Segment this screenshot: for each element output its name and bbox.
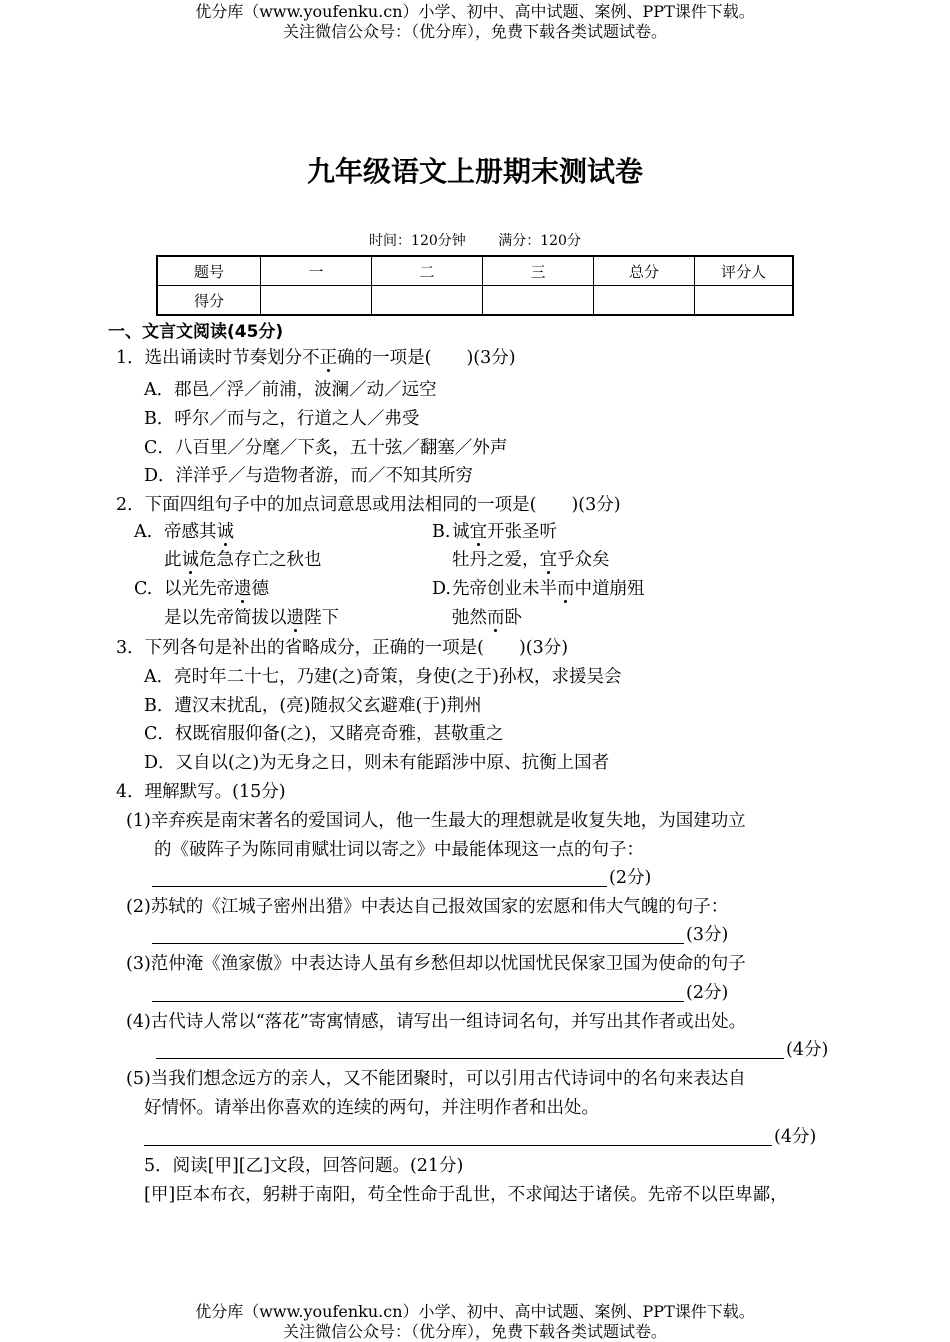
- question-1-stem: [116, 346, 516, 370]
- score-cell[interactable]: [695, 286, 794, 316]
- q2-emphasis: 而: [487, 608, 505, 628]
- q2-text: 弛然: [452, 608, 487, 628]
- q2-text: 以光先帝: [164, 579, 234, 599]
- q1-emphasis: 不正确: [302, 348, 355, 368]
- question-5-stem: 5．阅读[甲][乙]文段，回答问题。(21分): [144, 1156, 464, 1176]
- section-heading: 一、文言文阅读(45分): [108, 322, 284, 342]
- q4-part-1-line1: (1)辛弃疾是南宋著名的爱国词人，他一生最大的理想就是收复失地，为国建功立: [126, 811, 746, 831]
- q2-text: 开张圣听: [487, 522, 557, 542]
- q4-part-5-points: (4分): [774, 1127, 817, 1147]
- footer-line-2: 关注微信公众号：（优分库），免费下载各类试题试卷。: [282, 1322, 667, 1341]
- q2-text: 牡丹之爱，: [452, 550, 540, 570]
- q4-part-4-points: (4分): [786, 1040, 829, 1060]
- q2-text: 此: [164, 550, 182, 570]
- q2-emphasis: 遗: [286, 608, 304, 628]
- header-line-1: 优分库（www.youfenku.cn）小学、初中、高中试题、案例、PPT课件下载。: [195, 2, 755, 21]
- q1-option-a: A．郡邑／浮／前浦，波澜／动／远空: [144, 380, 437, 400]
- q2-option-d-line1: [452, 577, 645, 601]
- q2-text: 德: [251, 579, 269, 599]
- q2-text: 是以先帝简拔以: [164, 608, 287, 628]
- q4-part-1-line2: 的《破阵子为陈同甫赋壮词以寄之》中最能体现这一点的句子：: [154, 840, 644, 860]
- q4-part-1-points: (2分): [609, 868, 652, 888]
- question-4-stem: 4．理解默写。(15分): [116, 782, 286, 802]
- q2-emphasis: 诚: [181, 550, 199, 570]
- q2-option-b-line2: [452, 548, 610, 572]
- time-limit: 时间：120分钟: [369, 233, 466, 249]
- q4-part-2-points: (3分): [686, 925, 729, 945]
- q3-option-a: A．亮时年二十七，乃建(之)奇策，身使(之于)孙权，求援吴会: [144, 667, 622, 687]
- q2-option-c-label: C.: [134, 579, 153, 599]
- q2-emphasis: 而: [557, 579, 575, 599]
- q2-text: 先帝创业未半: [452, 579, 557, 599]
- q2-text: 危急存亡之秋也: [199, 550, 322, 570]
- q3-option-d: D．又自以(之)为无身之日，则未有能蹈涉中原、抗衡上国者: [144, 753, 610, 773]
- q2-text: 中道崩殂: [574, 579, 645, 599]
- q1-stem-a: 1．选出诵读时节奏划分: [116, 348, 303, 368]
- q1-stem-b: 的一项是( )(3分): [354, 348, 516, 368]
- q2-option-a-line2: [164, 548, 322, 572]
- q4-part-2: (2)苏轼的《江城子密州出猎》中表达自己报效国家的宏愿和伟大气魄的句子：: [126, 897, 729, 917]
- q2-text: 卧: [504, 608, 522, 628]
- q2-text: 陛下: [304, 608, 339, 628]
- q2-option-d-line2: [452, 606, 522, 630]
- score-table: [156, 255, 794, 316]
- q2-emphasis: 宜: [539, 550, 557, 570]
- q3-option-b: B．遭汉末扰乱，(亮)随叔父玄避难(于)荆州: [144, 696, 482, 716]
- q2-option-b-line1: [452, 520, 557, 544]
- q2-option-a-line1: [164, 520, 234, 544]
- q2-text: 帝感其: [164, 522, 217, 542]
- score-row-label: 得分: [157, 286, 261, 316]
- score-header-cell: 一: [261, 256, 372, 286]
- q2-option-c-line1: [164, 577, 269, 601]
- q2-text: 诚: [452, 522, 470, 542]
- footer-line-1: 优分库（www.youfenku.cn）小学、初中、高中试题、案例、PPT课件下载。: [195, 1302, 755, 1321]
- question-3-stem: 3．下列各句是补出的省略成分，正确的一项是( )(3分): [116, 638, 569, 658]
- score-cell[interactable]: [372, 286, 483, 316]
- q4-answer-blank-5[interactable]: [144, 1145, 772, 1146]
- q1-option-c: C．八百里／分麾／下炙，五十弦／翻塞／外声: [144, 438, 508, 458]
- q5-passage-text: [甲]臣本布衣，躬耕于南阳，苟全性命于乱世，不求闻达于诸侯。先帝不以臣卑鄙，: [144, 1185, 788, 1205]
- q2-option-d-label: D.: [432, 579, 451, 599]
- q4-answer-blank-1[interactable]: [152, 886, 607, 887]
- q2-emphasis: 遗: [234, 579, 252, 599]
- full-score: 满分：120分: [498, 233, 581, 249]
- score-cell[interactable]: [594, 286, 695, 316]
- score-header-cell: 总分: [594, 256, 695, 286]
- score-cell[interactable]: [483, 286, 594, 316]
- q1-option-d: D．洋洋乎／与造物者游，而／不知其所穷: [144, 466, 474, 486]
- q3-option-c: C．权既宿服仰备(之)，又睹亮奇雅，甚敬重之: [144, 724, 504, 744]
- page-title: 九年级语文上册期末测试卷: [306, 155, 643, 188]
- header-line-2: 关注微信公众号：（优分库），免费下载各类试题试卷。: [282, 22, 667, 41]
- score-table-row: [157, 286, 793, 316]
- score-table-header-row: [157, 256, 793, 286]
- score-header-cell: 二: [372, 256, 483, 286]
- q2-emphasis: 宜: [469, 522, 487, 542]
- score-header-cell: 题号: [157, 256, 261, 286]
- q4-answer-blank-4[interactable]: [156, 1058, 784, 1059]
- exam-meta: [0, 230, 950, 250]
- q1-option-b: B．呼尔／而与之，行道之人／弗受: [144, 409, 420, 429]
- q4-part-5-line2: 好情怀。请举出你喜欢的连续的两句，并注明作者和出处。: [144, 1098, 599, 1118]
- q4-answer-blank-3[interactable]: [152, 1001, 684, 1002]
- q2-option-a-label: A.: [134, 522, 153, 542]
- q4-part-3: (3)范仲淹《渔家傲》中表达诗人虽有乡愁但却以忧国忧民保家卫国为使命的句子: [126, 954, 746, 974]
- q4-part-4: (4)古代诗人常以“落花”寄寓情感，请写出一组诗词名句，并写出其作者或出处。: [126, 1012, 747, 1032]
- q2-emphasis: 诚: [216, 522, 234, 542]
- q4-part-5-line1: (5)当我们想念远方的亲人，又不能团聚时，可以引用古代诗词中的名句来表达自: [126, 1069, 746, 1089]
- q2-option-c-line2: [164, 606, 339, 630]
- score-header-cell: 三: [483, 256, 594, 286]
- q4-answer-blank-2[interactable]: [152, 943, 684, 944]
- score-header-cell: 评分人: [695, 256, 794, 286]
- q4-part-3-points: (2分): [686, 983, 729, 1003]
- q2-text: 乎众矣: [557, 550, 610, 570]
- question-2-stem: 2．下面四组句子中的加点词意思或用法相同的一项是( )(3分): [116, 495, 621, 515]
- score-cell[interactable]: [261, 286, 372, 316]
- q2-option-b-label: B.: [432, 522, 451, 542]
